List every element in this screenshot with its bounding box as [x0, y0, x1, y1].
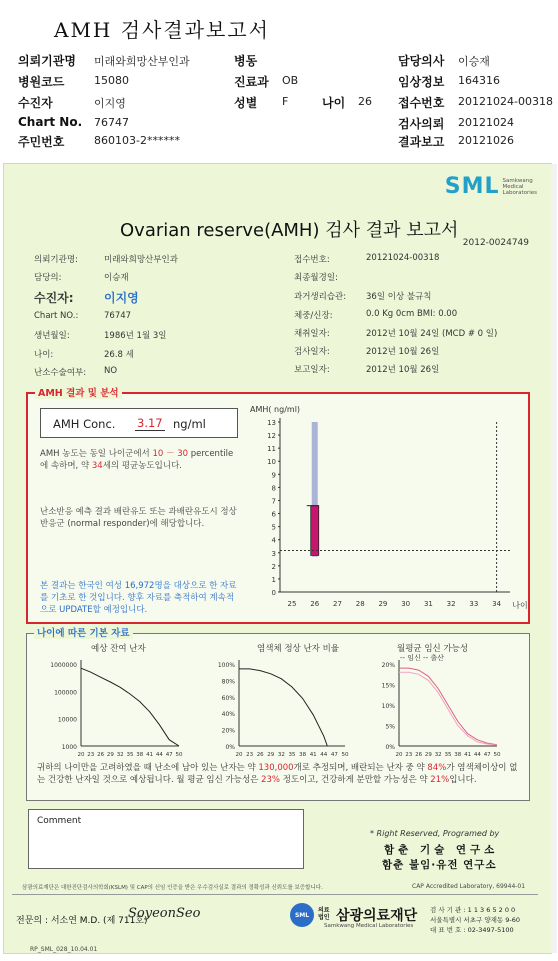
- chromo-y-tick: 0%: [225, 744, 235, 751]
- age-charts: [27, 634, 531, 764]
- y-tick-label: 9: [271, 471, 276, 480]
- chromo-x-tick: 44: [320, 752, 328, 758]
- footer-divider: [12, 894, 538, 895]
- preg-x-tick: 44: [473, 752, 481, 758]
- amh-result-section: [26, 388, 530, 624]
- report-paper: SML Samkwang Medical Laboratories Ovarian reserve(AMH) 검사 결과 보고서 2012-0024749 의뢰기관명: 미래와희망산부인과 담당의: 이승재 수진자: 이지영 Chart NO.: 76747 생년월일: 1986년 1월 3일 나이: 26.8 세 난소수술여부: NO 접수번호: 20121024-00318 최종월경일: 과거생리습관: 36일 이상 불규칙 체중/신장: 0.0 Kg 0cm BMI: 0.00 채취일자: 2012년 10월 24일 (MCD # 0 일) 검사일자: 2012년 10월 26일 보고일자: 2012년 10월 26일: [3, 163, 552, 954]
- header-key: 병원코드: [18, 75, 65, 89]
- preg-x-tick: 29: [424, 752, 432, 758]
- foundation-name: 삼광의료재단: [336, 908, 418, 924]
- y-tick-label: 13: [267, 419, 276, 427]
- amh-conc-unit: ng/ml: [173, 417, 206, 431]
- remaining-eggs: 130,000: [258, 763, 294, 773]
- institute-infertility: 함춘 불임·유전 연구소: [382, 859, 497, 871]
- preg-x-tick: 26: [415, 752, 423, 758]
- header-key: Chart No.: [18, 115, 83, 129]
- eggs-line: [81, 668, 179, 746]
- sml-logo: [445, 174, 537, 199]
- certification-note: 삼광의료재단은 대한진단검사의학회(KSLM) 및 CAP의 신임 인증을 받은 우수검사실로 결과의 정확성과 신뢰도를 보증합니다.: [22, 885, 323, 891]
- header-value: 20121026: [458, 134, 514, 147]
- age-summary-text: 귀하의 나이만을 고려하였을 때 난소에 남아 있는 난자는 약 130,000개로 추정되며, 배란되는 난자 중 약 84%가 염색체이상이 없는 건강한 난자일 것으로 예상됩니다. 월 평균 임신 가능성은 23% 정도이고, 건강하게 분만할 가능성은 약 21%입니다.: [37, 763, 518, 785]
- form-code: RP_SML_028_10.04.01: [30, 946, 98, 953]
- chromo-y-tick: 20%: [221, 727, 235, 735]
- header-key: 결과보고: [398, 135, 445, 149]
- y-tick-label: 2: [271, 562, 276, 571]
- preg-y-tick: 5%: [385, 723, 395, 731]
- amh-equivalent-age: 34: [91, 461, 103, 471]
- preg-series-line: [399, 668, 497, 745]
- age-section-title: 나이에 따른 기본 자료: [34, 625, 133, 639]
- chromo-x-tick: 50: [341, 752, 349, 758]
- header-row: [18, 73, 548, 91]
- amh-age-chart: [28, 394, 532, 626]
- preg-y-tick: 20%: [381, 662, 395, 669]
- x-tick-label: 25: [287, 600, 297, 608]
- y-tick-label: 10: [267, 458, 276, 467]
- header-value: 20121024-00318: [458, 95, 553, 108]
- header-key: 수진자: [18, 96, 53, 110]
- amh-responder-text: 난소반응 예측 결과 배란유도 또는 과배란유도시 정상반응군 (normal responder)에 해당합니다.: [40, 507, 237, 529]
- header-value: OB: [282, 74, 299, 87]
- preg-x-tick: 20: [395, 752, 403, 758]
- header-key: 담당의사: [398, 54, 445, 68]
- preg-y-tick: 10%: [381, 703, 395, 710]
- eggs-x-tick: 29: [106, 752, 114, 758]
- chromo-y-tick: 100%: [217, 662, 235, 669]
- iqr-bar: [311, 506, 319, 556]
- x-axis-label: 나이: [512, 601, 528, 610]
- x-tick-label: 32: [446, 600, 456, 608]
- age-baseline-section: [26, 628, 530, 801]
- chromo-x-tick: 38: [299, 752, 307, 758]
- comment-label: Comment: [37, 816, 82, 826]
- header-key: 의뢰기관명: [18, 54, 76, 68]
- eggs-y-tick: 100000: [54, 689, 77, 697]
- doctor-signature: SoyeonSeo: [128, 906, 201, 921]
- y-tick-label: 1: [271, 575, 276, 584]
- chromo-y-tick: 80%: [221, 678, 235, 686]
- preg-x-tick: 47: [483, 752, 491, 758]
- header-value: 15080: [94, 74, 129, 87]
- page-title: AMH 검사결과보고서: [54, 18, 270, 42]
- header-value: 76747: [94, 116, 129, 129]
- eggs-y-tick: 10000: [57, 716, 77, 724]
- header-value: 860103-2******: [94, 134, 180, 147]
- eggs-x-tick: 38: [136, 752, 144, 758]
- chromo-x-tick: 35: [288, 752, 296, 758]
- report-number: 2012-0024749: [462, 238, 529, 248]
- eggs-x-tick: 44: [155, 752, 163, 758]
- header-key: 성별: [234, 96, 258, 110]
- chromo-x-tick: 32: [277, 752, 285, 758]
- contact-info: 검 사 기 관 : 1 1 3 6 5 2 0 0 서울특별시 서초구 양재동 9-60 대 표 번 호 : 02-3497-5100: [430, 906, 521, 934]
- header-value: 20121024: [458, 116, 514, 129]
- eggs-x-tick: 50: [175, 752, 183, 758]
- header-value: 이지영: [94, 97, 126, 110]
- chromo-line: [239, 669, 327, 746]
- amh-percentile-text: AMH 농도는 동일 나이군에서 10 － 30 percentile에 속하며, 약 34세의 평균농도입니다.: [40, 449, 234, 471]
- x-tick-label: 34: [492, 600, 502, 608]
- chromo-x-tick: 29: [267, 752, 275, 758]
- header-key: 주민번호: [18, 135, 65, 149]
- chart-title-pregnancy: 월평균 임신 가능성: [397, 644, 469, 654]
- y-tick-label: 8: [271, 484, 276, 493]
- chromo-y-tick: 60%: [221, 694, 235, 702]
- preg-x-tick: 50: [493, 752, 501, 758]
- header-key: 나이: [322, 96, 346, 110]
- y-tick-label: 12: [267, 432, 276, 441]
- header-row: [18, 133, 548, 151]
- header-value: 26: [358, 95, 372, 108]
- y-tick-label: 7: [271, 497, 276, 506]
- eggs-x-tick: 47: [165, 752, 173, 758]
- chart-title-chromosome: 염색체 정상 난자 비율: [257, 644, 340, 654]
- rights-text: * Right Reserved, Programed by: [370, 829, 500, 838]
- eggs-x-tick: 26: [97, 752, 105, 758]
- x-tick-label: 29: [378, 600, 388, 608]
- chromo-x-tick: 23: [246, 752, 254, 758]
- y-tick-label: 6: [271, 510, 276, 519]
- y-tick-label: 4: [271, 536, 276, 545]
- eggs-x-tick: 20: [77, 752, 85, 758]
- header-key: 검사의뢰: [398, 117, 445, 131]
- preg-x-tick: 41: [464, 752, 472, 758]
- header-value: 164316: [458, 74, 500, 87]
- eggs-y-tick: 1000: [61, 744, 77, 751]
- header-key: 진료과: [234, 75, 269, 89]
- preg-x-tick: 32: [434, 752, 442, 758]
- chromo-x-tick: 26: [256, 752, 264, 758]
- header-value: 미래와희망산부인과: [94, 55, 190, 68]
- amh-conc-label: AMH Conc.: [53, 417, 116, 431]
- normal-egg-pct: 84%: [427, 763, 447, 773]
- chromo-y-tick: 40%: [221, 711, 235, 719]
- foundation-english: Samkwang Medical Laboratories: [324, 923, 414, 929]
- sml-logo-subtitle: Samkwang Medical Laboratories: [502, 177, 537, 196]
- amh-data-note: 본 결과는 한국인 여성 16,972명을 대상으로 한 자료를 기초로 한 것입니다. 향후 자료를 축적하여 계속적으로 UPDATE할 예정입니다.: [40, 581, 237, 615]
- x-tick-label: 31: [423, 600, 433, 608]
- chromo-x-tick: 47: [330, 752, 338, 758]
- header-row: [18, 115, 548, 133]
- header-row: [18, 94, 553, 112]
- sml-circle-icon: SML: [290, 903, 314, 927]
- pregnancy-pct: 23%: [261, 775, 280, 785]
- x-tick-label: 26: [310, 600, 320, 608]
- preg-y-tick: 15%: [381, 682, 395, 690]
- amh-conc-value: 3.17: [137, 416, 163, 430]
- chromo-x-tick: 41: [309, 752, 317, 758]
- chart-title-eggs: 예상 잔여 난자: [91, 644, 146, 654]
- cap-accreditation: CAP Accredited Laboratory, 69944-01: [412, 883, 526, 890]
- y-tick-label: 5: [271, 523, 276, 532]
- header-row: [18, 52, 548, 70]
- institute-tech: 함춘 기술 연구소: [384, 844, 499, 856]
- eggs-x-tick: 23: [87, 752, 95, 758]
- preg-x-tick: 23: [405, 752, 413, 758]
- preg-x-tick: 38: [454, 752, 462, 758]
- header-value: F: [282, 95, 289, 108]
- eggs-x-tick: 35: [126, 752, 134, 758]
- eggs-x-tick: 41: [146, 752, 154, 758]
- eggs-x-tick: 32: [116, 752, 124, 758]
- report-title: Ovarian reserve(AMH) 검사 결과 보고서: [120, 220, 459, 241]
- header-key: 접수번호: [398, 96, 445, 110]
- pregnancy-legend: -- 임신 -- 출산: [400, 654, 444, 662]
- sml-logo-text: SML: [444, 174, 500, 199]
- chromo-x-tick: 20: [235, 752, 243, 758]
- header-value: 이승재: [458, 55, 490, 68]
- y-tick-label: 0: [271, 589, 276, 597]
- preg-series-line: [399, 672, 497, 745]
- x-tick-label: 28: [355, 600, 365, 608]
- doctor-name: 전문의 : 서소연 M.D. (제 711호): [16, 916, 148, 926]
- amh-section-title: AMH 결과 및 분석: [35, 385, 122, 399]
- x-tick-label: 33: [469, 600, 479, 608]
- foundation-prefix: 의료 법인: [318, 907, 330, 921]
- preg-x-tick: 35: [444, 752, 452, 758]
- y-tick-label: 3: [271, 549, 276, 558]
- preg-y-tick: 0%: [385, 744, 395, 751]
- header-key: 병동: [234, 54, 258, 68]
- x-tick-label: 27: [333, 600, 342, 608]
- amh-percentile-range: 10 － 30: [152, 449, 189, 459]
- y-axis-label: AMH( ng/ml): [250, 405, 301, 414]
- comment-box: [28, 809, 304, 869]
- y-tick-label: 11: [267, 445, 276, 454]
- x-tick-label: 30: [401, 600, 411, 608]
- header-key: 임상정보: [398, 75, 445, 89]
- eggs-y-tick: 1000000: [50, 662, 77, 669]
- birth-pct: 21%: [430, 775, 450, 785]
